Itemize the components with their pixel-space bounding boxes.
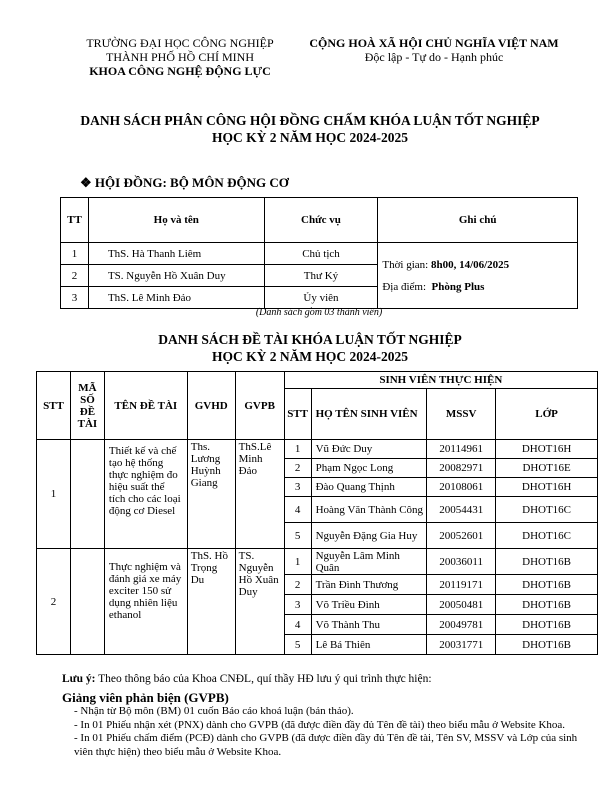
member-tt: 1 — [61, 243, 89, 265]
student-name: Vũ Đức Duy — [311, 440, 427, 459]
topics-header-row-1 — [37, 372, 598, 389]
student-stt: 4 — [284, 615, 311, 635]
student-class: DHOT16H — [496, 440, 598, 459]
gvpb-instructions — [62, 705, 592, 759]
student-stt: 4 — [284, 497, 311, 523]
student-name: Nguyễn Lâm Minh Quân — [311, 549, 427, 575]
table-row — [37, 440, 598, 459]
topics-list-title — [40, 331, 580, 365]
student-stt: 2 — [284, 575, 311, 595]
topic-gvhd: ThS. Hồ Trọng Du — [187, 549, 235, 655]
student-class: DHOT16B — [496, 615, 598, 635]
student-class: DHOT16B — [496, 635, 598, 655]
student-name: Hoàng Văn Thành Công — [311, 497, 427, 523]
col-students: SINH VIÊN THỰC HIỆN — [284, 372, 597, 389]
member-role: Chủ tịch — [264, 243, 378, 265]
council-heading — [80, 175, 289, 191]
time-label: Thời gian: — [382, 258, 429, 271]
student-class: DHOT16B — [496, 549, 598, 575]
diamond-bullet-icon: ❖ — [80, 175, 92, 190]
member-tt: 3 — [61, 287, 89, 309]
student-stt: 3 — [284, 478, 311, 497]
col-gvpb: GVPB — [235, 372, 284, 440]
instruction-item: - In 01 Phiếu chấm điểm (PCĐ) dành cho GVPB (đã được điền đầy đủ Tên đề tài, Tên SV, MSSV và Lớp của sinh viên thực hiện) theo biểu mẫu ở Website Khoa. — [74, 732, 578, 758]
student-mssv: 20114961 — [427, 440, 496, 459]
col-gvhd: GVHD — [187, 372, 235, 440]
student-class: DHOT16H — [496, 478, 598, 497]
col-tt: TT — [61, 198, 89, 243]
nation-name: CỘNG HOÀ XÃ HỘI CHỦ NGHĨA VIỆT NAM — [309, 36, 559, 50]
instruction-item: - Nhận từ Bộ môn (BM) 01 cuốn Báo cáo khoá luận (bản thảo). — [74, 705, 354, 717]
time-value: 8h00, 14/06/2025 — [430, 258, 510, 271]
council-footnote: (Danh sách gồm 03 thành viên) — [255, 307, 383, 318]
topics-title-line1: DANH SÁCH ĐỀ TÀI KHÓA LUẬN TỐT NGHIỆP — [158, 332, 462, 347]
student-class: DHOT16C — [496, 497, 598, 523]
council-title-line1: DANH SÁCH PHÂN CÔNG HỘI ĐỒNG CHẤM KHÓA LUẬN TỐT NGHIỆP — [80, 113, 540, 128]
student-mssv: 20049781 — [427, 615, 496, 635]
nation-header — [292, 36, 576, 64]
student-class: DHOT16B — [496, 575, 598, 595]
student-class: DHOT16B — [496, 595, 598, 615]
council-notes-cell — [378, 243, 578, 309]
place-label: Địa điểm: — [382, 280, 427, 293]
col-note: Ghi chú — [378, 198, 578, 243]
topic-gvhd: Ths. Lương Huỳnh Giang — [187, 440, 235, 549]
student-mssv: 20119171 — [427, 575, 496, 595]
student-name: Nguyễn Đặng Gia Huy — [311, 523, 427, 549]
topic-title: Thực nghiệm và đánh giá xe máy exciter 150 sử dụng nhiên liệu ethanol — [104, 549, 187, 655]
topic-code — [70, 549, 104, 655]
instruction-item: - In 01 Phiếu nhận xét (PNX) dành cho GVPB (đã được điền đầy đủ Tên đề tài) theo biểu mẫu ở Website Khoa. — [74, 718, 566, 731]
school-name-line2: THÀNH PHỐ HỒ CHÍ MINH — [106, 50, 254, 64]
student-name: Lê Bá Thiên — [311, 635, 427, 655]
col-class: LỚP — [496, 389, 598, 440]
col-role: Chức vụ — [264, 198, 378, 243]
member-name: ThS. Hà Thanh Liêm — [88, 243, 264, 265]
note-text: Theo thông báo của Khoa CNĐL, quí thầy HĐ lưu ý qui trình thực hiện: — [98, 673, 432, 685]
topic-code — [70, 440, 104, 549]
student-name: Phạm Ngọc Long — [311, 459, 427, 478]
note-line — [62, 672, 592, 686]
student-class: DHOT16E — [496, 459, 598, 478]
student-mssv: 20050481 — [427, 595, 496, 615]
student-mssv: 20052601 — [427, 523, 496, 549]
student-stt: 3 — [284, 595, 311, 615]
student-stt: 1 — [284, 440, 311, 459]
school-header — [60, 36, 300, 78]
member-role: Ủy viên — [264, 287, 378, 309]
student-name: Trần Đình Thương — [311, 575, 427, 595]
student-name: Đào Quang Thịnh — [311, 478, 427, 497]
member-tt: 2 — [61, 265, 89, 287]
col-topic: TÊN ĐỀ TÀI — [104, 372, 187, 440]
member-role: Thư Ký — [264, 265, 378, 287]
council-table — [60, 197, 578, 309]
student-mssv: 20082971 — [427, 459, 496, 478]
student-stt: 2 — [284, 459, 311, 478]
place-value: Phòng Plus — [431, 280, 485, 293]
member-name: TS. Nguyễn Hồ Xuân Duy — [88, 265, 264, 287]
table-row — [37, 549, 598, 575]
col-code: MÃ SỐ ĐỀ TÀI — [70, 372, 104, 440]
council-title-line2: HỌC KỲ 2 NĂM HỌC 2024-2025 — [211, 130, 409, 145]
student-stt: 1 — [284, 549, 311, 575]
topic-stt: 2 — [37, 549, 71, 655]
col-student-stt: STT — [284, 389, 311, 440]
nation-motto: Độc lập - Tự do - Hạnh phúc — [364, 50, 504, 64]
student-name: Võ Triều Đình — [311, 595, 427, 615]
student-stt: 5 — [284, 523, 311, 549]
notes-section — [62, 672, 592, 759]
gvpb-section-title: Giảng viên phản biện (GVPB) — [62, 690, 229, 705]
topic-stt: 1 — [37, 440, 71, 549]
council-list-title — [40, 112, 580, 146]
col-student-name: HỌ TÊN SINH VIÊN — [311, 389, 427, 440]
student-name: Võ Thành Thu — [311, 615, 427, 635]
student-mssv: 20036011 — [427, 549, 496, 575]
student-mssv: 20031771 — [427, 635, 496, 655]
student-stt: 5 — [284, 635, 311, 655]
topic-gvpb: ThS.Lê Minh Đảo — [235, 440, 284, 549]
note-label: Lưu ý: — [62, 673, 96, 685]
topic-title: Thiết kế và chế tạo hệ thống thực nghiệm đo hiệu suất thể tích cho các loại động cơ Diesel — [104, 440, 187, 549]
col-name: Họ và tên — [88, 198, 264, 243]
student-mssv: 20108061 — [427, 478, 496, 497]
student-mssv: 20054431 — [427, 497, 496, 523]
col-mssv: MSSV — [427, 389, 496, 440]
school-name-line1: TRƯỜNG ĐẠI HỌC CÔNG NGHIỆP — [86, 36, 274, 50]
topic-gvpb: TS. Nguyễn Hồ Xuân Duy — [235, 549, 284, 655]
council-header-row — [61, 198, 578, 243]
member-name: ThS. Lê Minh Đảo — [88, 287, 264, 309]
topics-title-line2: HỌC KỲ 2 NĂM HỌC 2024-2025 — [211, 349, 409, 364]
table-row — [61, 243, 578, 265]
council-label: HỘI ĐỒNG: BỘ MÔN ĐỘNG CƠ — [94, 175, 289, 190]
student-class: DHOT16C — [496, 523, 598, 549]
faculty-name: KHOA CÔNG NGHỆ ĐỘNG LỰC — [89, 64, 271, 78]
col-stt: STT — [37, 372, 71, 440]
topics-table — [36, 371, 598, 655]
